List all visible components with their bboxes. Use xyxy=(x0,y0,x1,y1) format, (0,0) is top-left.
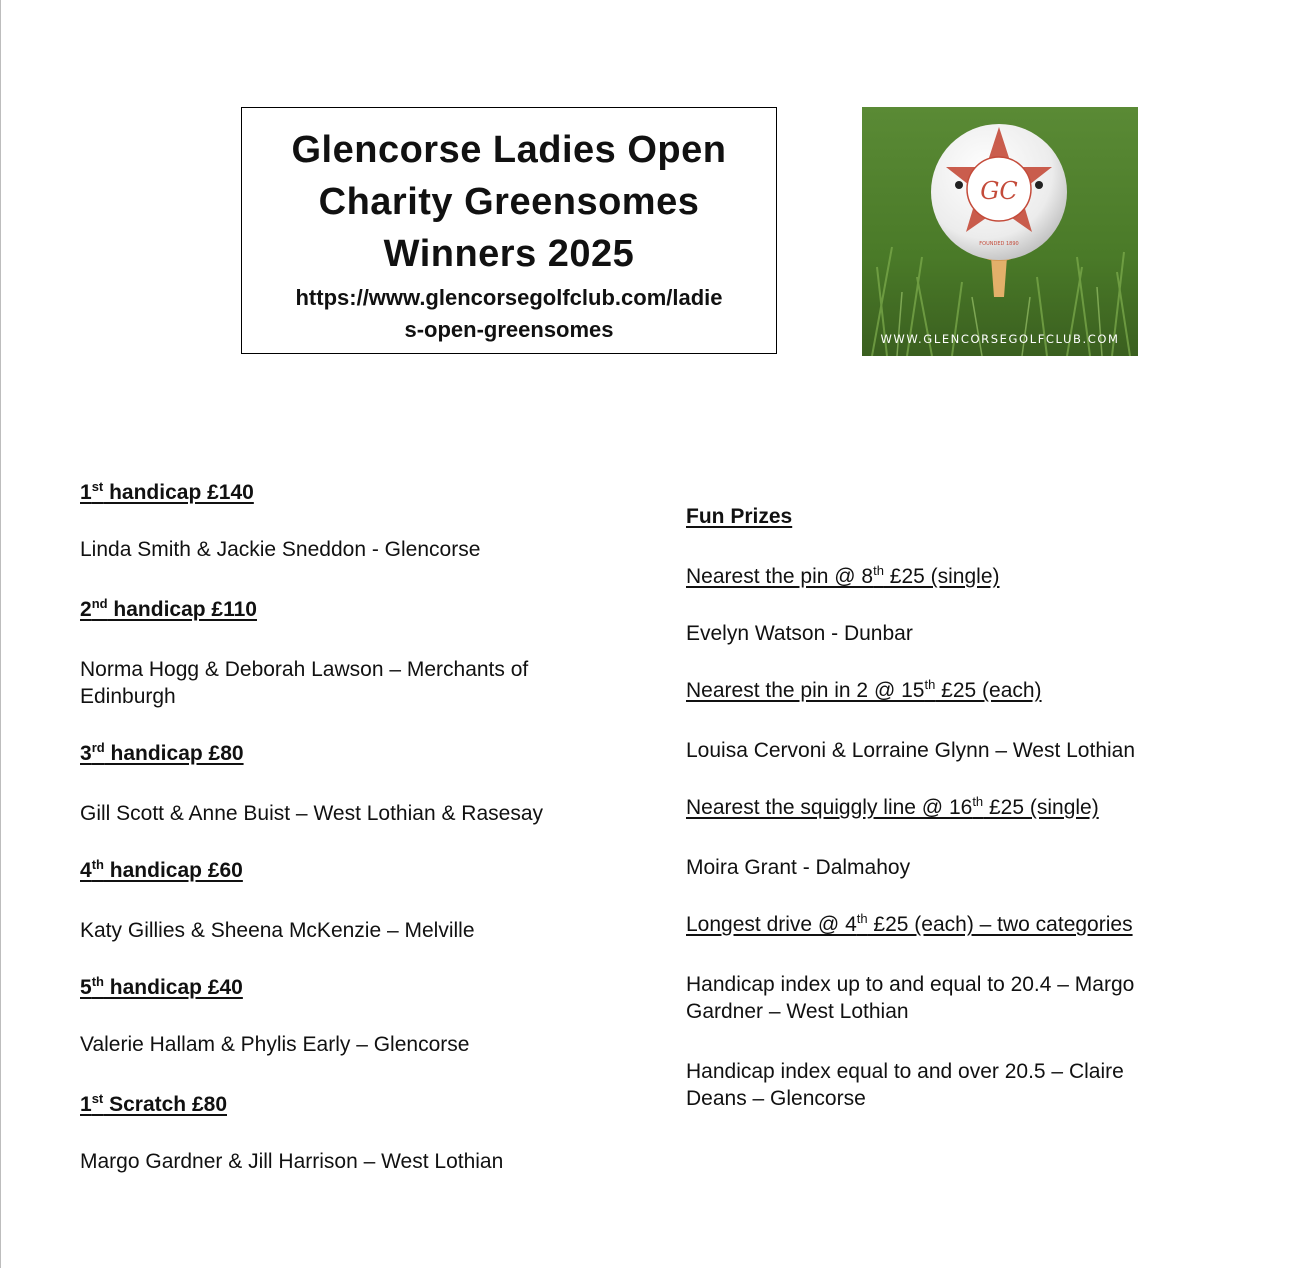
prize-heading-1st-handicap: 1st handicap £140 xyxy=(80,479,254,504)
winner-squiggly-line-16th: Moira Grant - Dalmahoy xyxy=(686,856,911,879)
page-left-edge xyxy=(0,0,1,1268)
winners-2nd-handicap: Norma Hogg & Deborah Lawson – Merchants of Edinburgh xyxy=(80,658,529,708)
prize-heading-3rd-handicap: 3rd handicap £80 xyxy=(80,740,244,765)
prize-heading-5th-handicap: 5th handicap £40 xyxy=(80,974,243,999)
title-line-2: Charity Greensomes xyxy=(318,181,700,223)
svg-text:FOUNDED 1890: FOUNDED 1890 xyxy=(979,241,1019,247)
winners-3rd-handicap: Gill Scott & Anne Buist – West Lothian & Rasesay xyxy=(80,802,544,825)
svg-text:GC: GC xyxy=(980,177,1018,205)
title-box xyxy=(241,107,777,354)
winners-1st-scratch: Margo Gardner & Jill Harrison – West Lothian xyxy=(80,1150,504,1173)
winners-4th-handicap: Katy Gillies & Sheena McKenzie – Melville xyxy=(80,919,475,942)
fun-prize-heading-nearest-pin-in-2-15th: Nearest the pin in 2 @ 15th £25 (each) xyxy=(686,677,1042,702)
title-url-line-1: https://www.glencorsegolfclub.com/ladie xyxy=(295,285,723,310)
prize-heading-4th-handicap: 4th handicap £60 xyxy=(80,857,243,882)
winners-1st-handicap: Linda Smith & Jackie Sneddon - Glencorse xyxy=(80,538,481,561)
winner-longest-drive-category-1: Handicap index up to and equal to 20.4 – Margo Gardner – West Lothian xyxy=(686,973,1135,1023)
logo-caption: WWW.GLENCORSEGOLFCLUB.COM xyxy=(880,332,1120,346)
title-line-3: Winners 2025 xyxy=(383,233,635,275)
fun-prize-heading-nearest-pin-8th: Nearest the pin @ 8th £25 (single) xyxy=(686,563,1000,588)
prize-heading-2nd-handicap: 2nd handicap £110 xyxy=(80,596,257,621)
club-logo-image xyxy=(862,107,1138,356)
fun-prize-heading-longest-drive-4th: Longest drive @ 4th £25 (each) – two categories xyxy=(686,911,1133,936)
title-url-line-2: s-open-greensomes xyxy=(404,317,614,342)
golf-ball-on-tee-icon xyxy=(862,107,1138,356)
winners-5th-handicap: Valerie Hallam & Phylis Early – Glencorse xyxy=(80,1033,470,1056)
prize-heading-1st-scratch: 1st Scratch £80 xyxy=(80,1091,227,1116)
fun-prize-heading-squiggly-line-16th: Nearest the squiggly line @ 16th £25 (single) xyxy=(686,794,1099,819)
winner-nearest-pin-in-2-15th: Louisa Cervoni & Lorraine Glynn – West Lothian xyxy=(686,739,1136,762)
winner-longest-drive-category-2: Handicap index equal to and over 20.5 – Claire Deans – Glencorse xyxy=(686,1060,1124,1110)
fun-prizes-heading: Fun Prizes xyxy=(686,505,793,528)
title-line-1: Glencorse Ladies Open xyxy=(291,129,727,171)
title-url xyxy=(242,282,776,346)
winner-nearest-pin-8th: Evelyn Watson - Dunbar xyxy=(686,622,913,645)
